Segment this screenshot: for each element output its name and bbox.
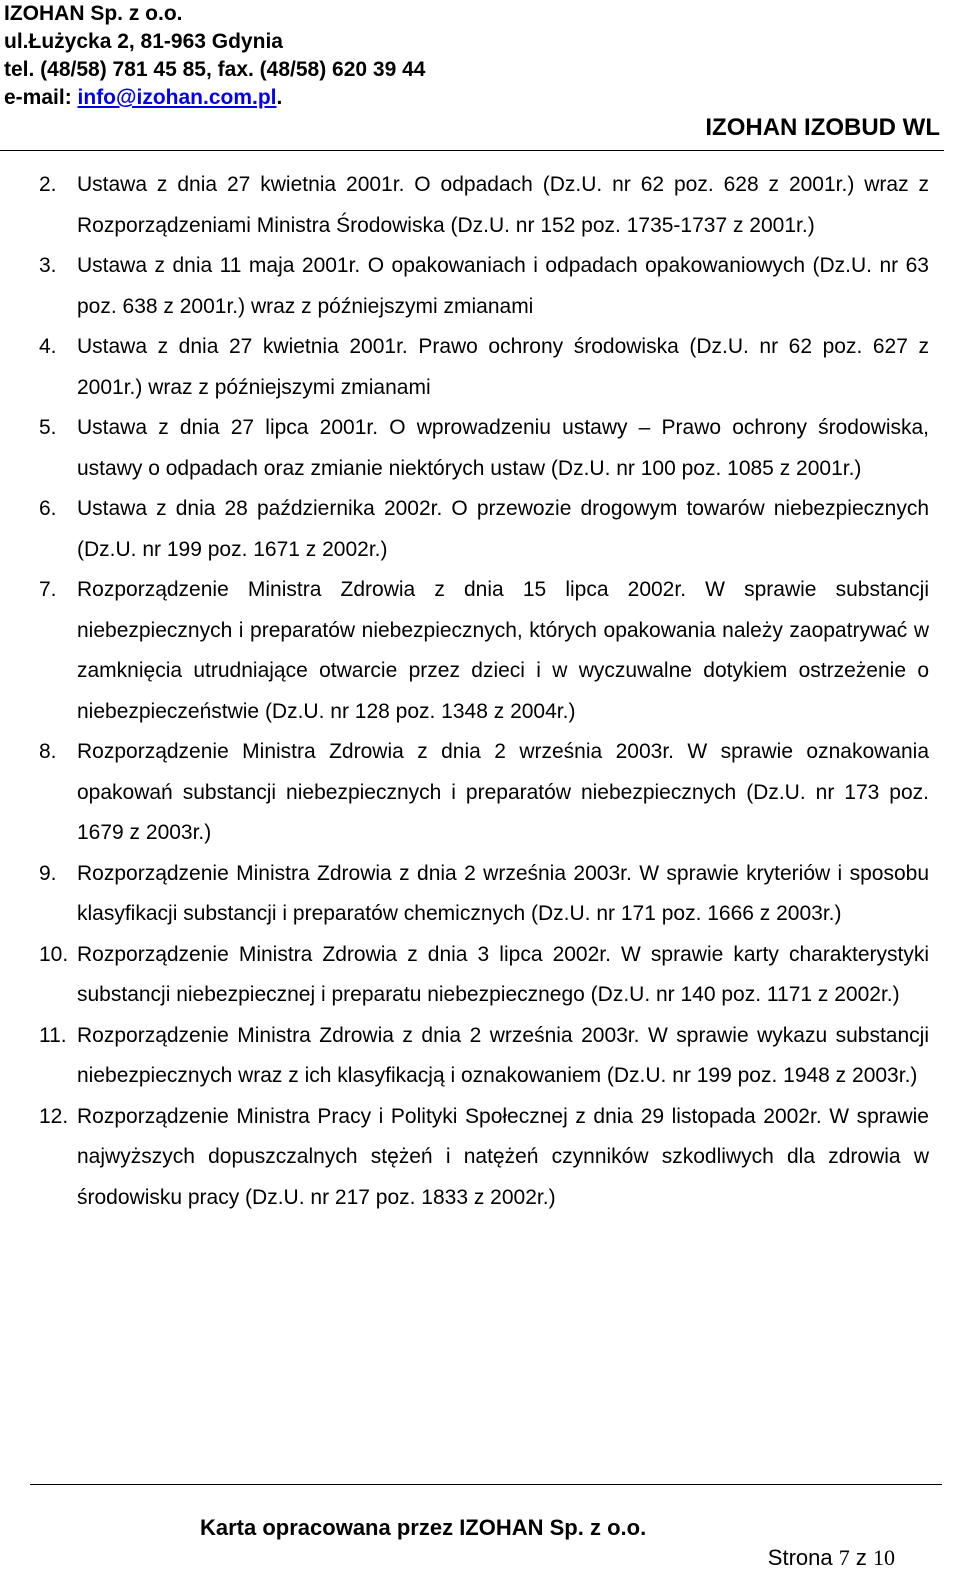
list-item [39, 165, 929, 246]
list-item-number: 9. [39, 861, 57, 885]
email-suffix: . [276, 86, 283, 109]
list-item [39, 489, 929, 570]
list-item-text: Ustawa z dnia 27 kwietnia 2001r. Prawo ochrony środowiska (Dz.U. nr 62 poz. 627 z 2001r.) wraz z późniejszymi zmianami [77, 335, 929, 399]
list-item-number: 11. [39, 1023, 67, 1047]
list-item-text: Rozporządzenie Ministra Zdrowia z dnia 15 lipca 2002r. W sprawie substancji niebezpiecznych i preparatów niebezpiecznych, których opakowania należy zaopatrywać w zamknięcia utrudniające otwarcie przez dzieci i w wyczuwalne dotykiem ostrzeżenie o niebezpieczeństwie (Dz.U. nr 128 poz. 1348 z 2004r.) [77, 578, 929, 723]
regulations-list [39, 165, 929, 1218]
footer-prepared-by: Karta opracowana przez IZOHAN Sp. z o.o. [200, 1515, 647, 1540]
page-label: Strona [767, 1545, 833, 1570]
list-item-text: Rozporządzenie Ministra Zdrowia z dnia 2 września 2003r. W sprawie wykazu substancji niebezpiecznych wraz z ich klasyfikacją i oznakowaniem (Dz.U. nr 199 poz. 1948 z 2003r.) [77, 1023, 929, 1087]
list-item [39, 935, 929, 1016]
list-item-text: Rozporządzenie Ministra Zdrowia z dnia 3 lipca 2002r. W sprawie karty charakterystyki substancji niebezpiecznej i preparatu niebezpiecznego (Dz.U. nr 140 poz. 1171 z 2002r.) [77, 942, 929, 1006]
footer-divider [30, 1484, 942, 1485]
company-email-line [4, 84, 425, 112]
list-item-number: 4. [39, 335, 57, 358]
list-item-number: 8. [39, 740, 57, 763]
list-item-text: Rozporządzenie Ministra Pracy i Polityki Społecznej z dnia 29 listopada 2002r. W sprawie najwyższych dopuszczalnych stężeń i natężeń czynników szkodliwych dla zdrowia w środowisku pracy (Dz.U. nr 217 poz. 1833 z 2002r.) [77, 1104, 929, 1209]
page-of: z [855, 1545, 867, 1570]
header-divider [0, 150, 944, 151]
list-item-number: 6. [39, 497, 57, 520]
document-header [4, 0, 954, 150]
page-current: 7 [838, 1545, 850, 1570]
email-label: e-mail: [4, 86, 78, 109]
company-phone: tel. (48/58) 781 45 85, fax. (48/58) 620 39 44 [4, 58, 426, 81]
page-number [768, 1545, 895, 1571]
list-item-number: 2. [39, 173, 57, 196]
list-item [39, 408, 929, 489]
list-item-text: Ustawa z dnia 28 października 2002r. O przewozie drogowym towarów niebezpiecznych (Dz.U. nr 199 poz. 1671 z 2002r.) [77, 497, 929, 561]
list-item [39, 1097, 929, 1219]
list-item-number: 12. [39, 1104, 69, 1128]
list-item [39, 1016, 929, 1097]
list-item-text: Ustawa z dnia 27 kwietnia 2001r. O odpadach (Dz.U. nr 62 poz. 628 z 2001r.) wraz z Rozporządzeniami Ministra Środowiska (Dz.U. nr 152 poz. 1735-1737 z 2001r.) [77, 173, 929, 237]
list-item [39, 854, 929, 935]
email-link[interactable]: info@izohan.com.pl [77, 86, 277, 109]
list-item-number: 7. [39, 578, 57, 601]
list-item-text: Ustawa z dnia 27 lipca 2001r. O wprowadzeniu ustawy – Prawo ochrony środowiska, ustawy o odpadach oraz zmianie niektórych ustaw (Dz.U. nr 100 poz. 1085 z 2001r.) [77, 416, 929, 480]
list-item [39, 246, 929, 327]
document-title: IZOHAN IZOBUD WL [705, 114, 940, 141]
list-item-number: 10. [39, 942, 69, 966]
list-item-number: 5. [39, 416, 57, 439]
list-item-text: Rozporządzenie Ministra Zdrowia z dnia 2 września 2003r. W sprawie kryteriów i sposobu klasyfikacji substancji i preparatów chemicznych (Dz.U. nr 171 poz. 1666 z 2003r.) [77, 861, 929, 925]
list-item [39, 732, 929, 854]
list-item-number: 3. [39, 254, 57, 277]
list-item [39, 327, 929, 408]
list-item-text: Ustawa z dnia 11 maja 2001r. O opakowaniach i odpadach opakowaniowych (Dz.U. nr 63 poz. 638 z 2001r.) wraz z późniejszymi zmianami [77, 254, 929, 318]
company-address: ul.Łużycka 2, 81-963 Gdynia [4, 30, 283, 53]
page-total: 10 [873, 1545, 895, 1570]
company-block [4, 0, 425, 112]
list-item [39, 570, 929, 732]
company-name: IZOHAN Sp. z o.o. [4, 2, 183, 25]
list-item-text: Rozporządzenie Ministra Zdrowia z dnia 2 września 2003r. W sprawie oznakowania opakowań substancji niebezpiecznych i preparatów niebezpiecznych (Dz.U. nr 173 poz. 1679 z 2003r.) [77, 740, 929, 844]
